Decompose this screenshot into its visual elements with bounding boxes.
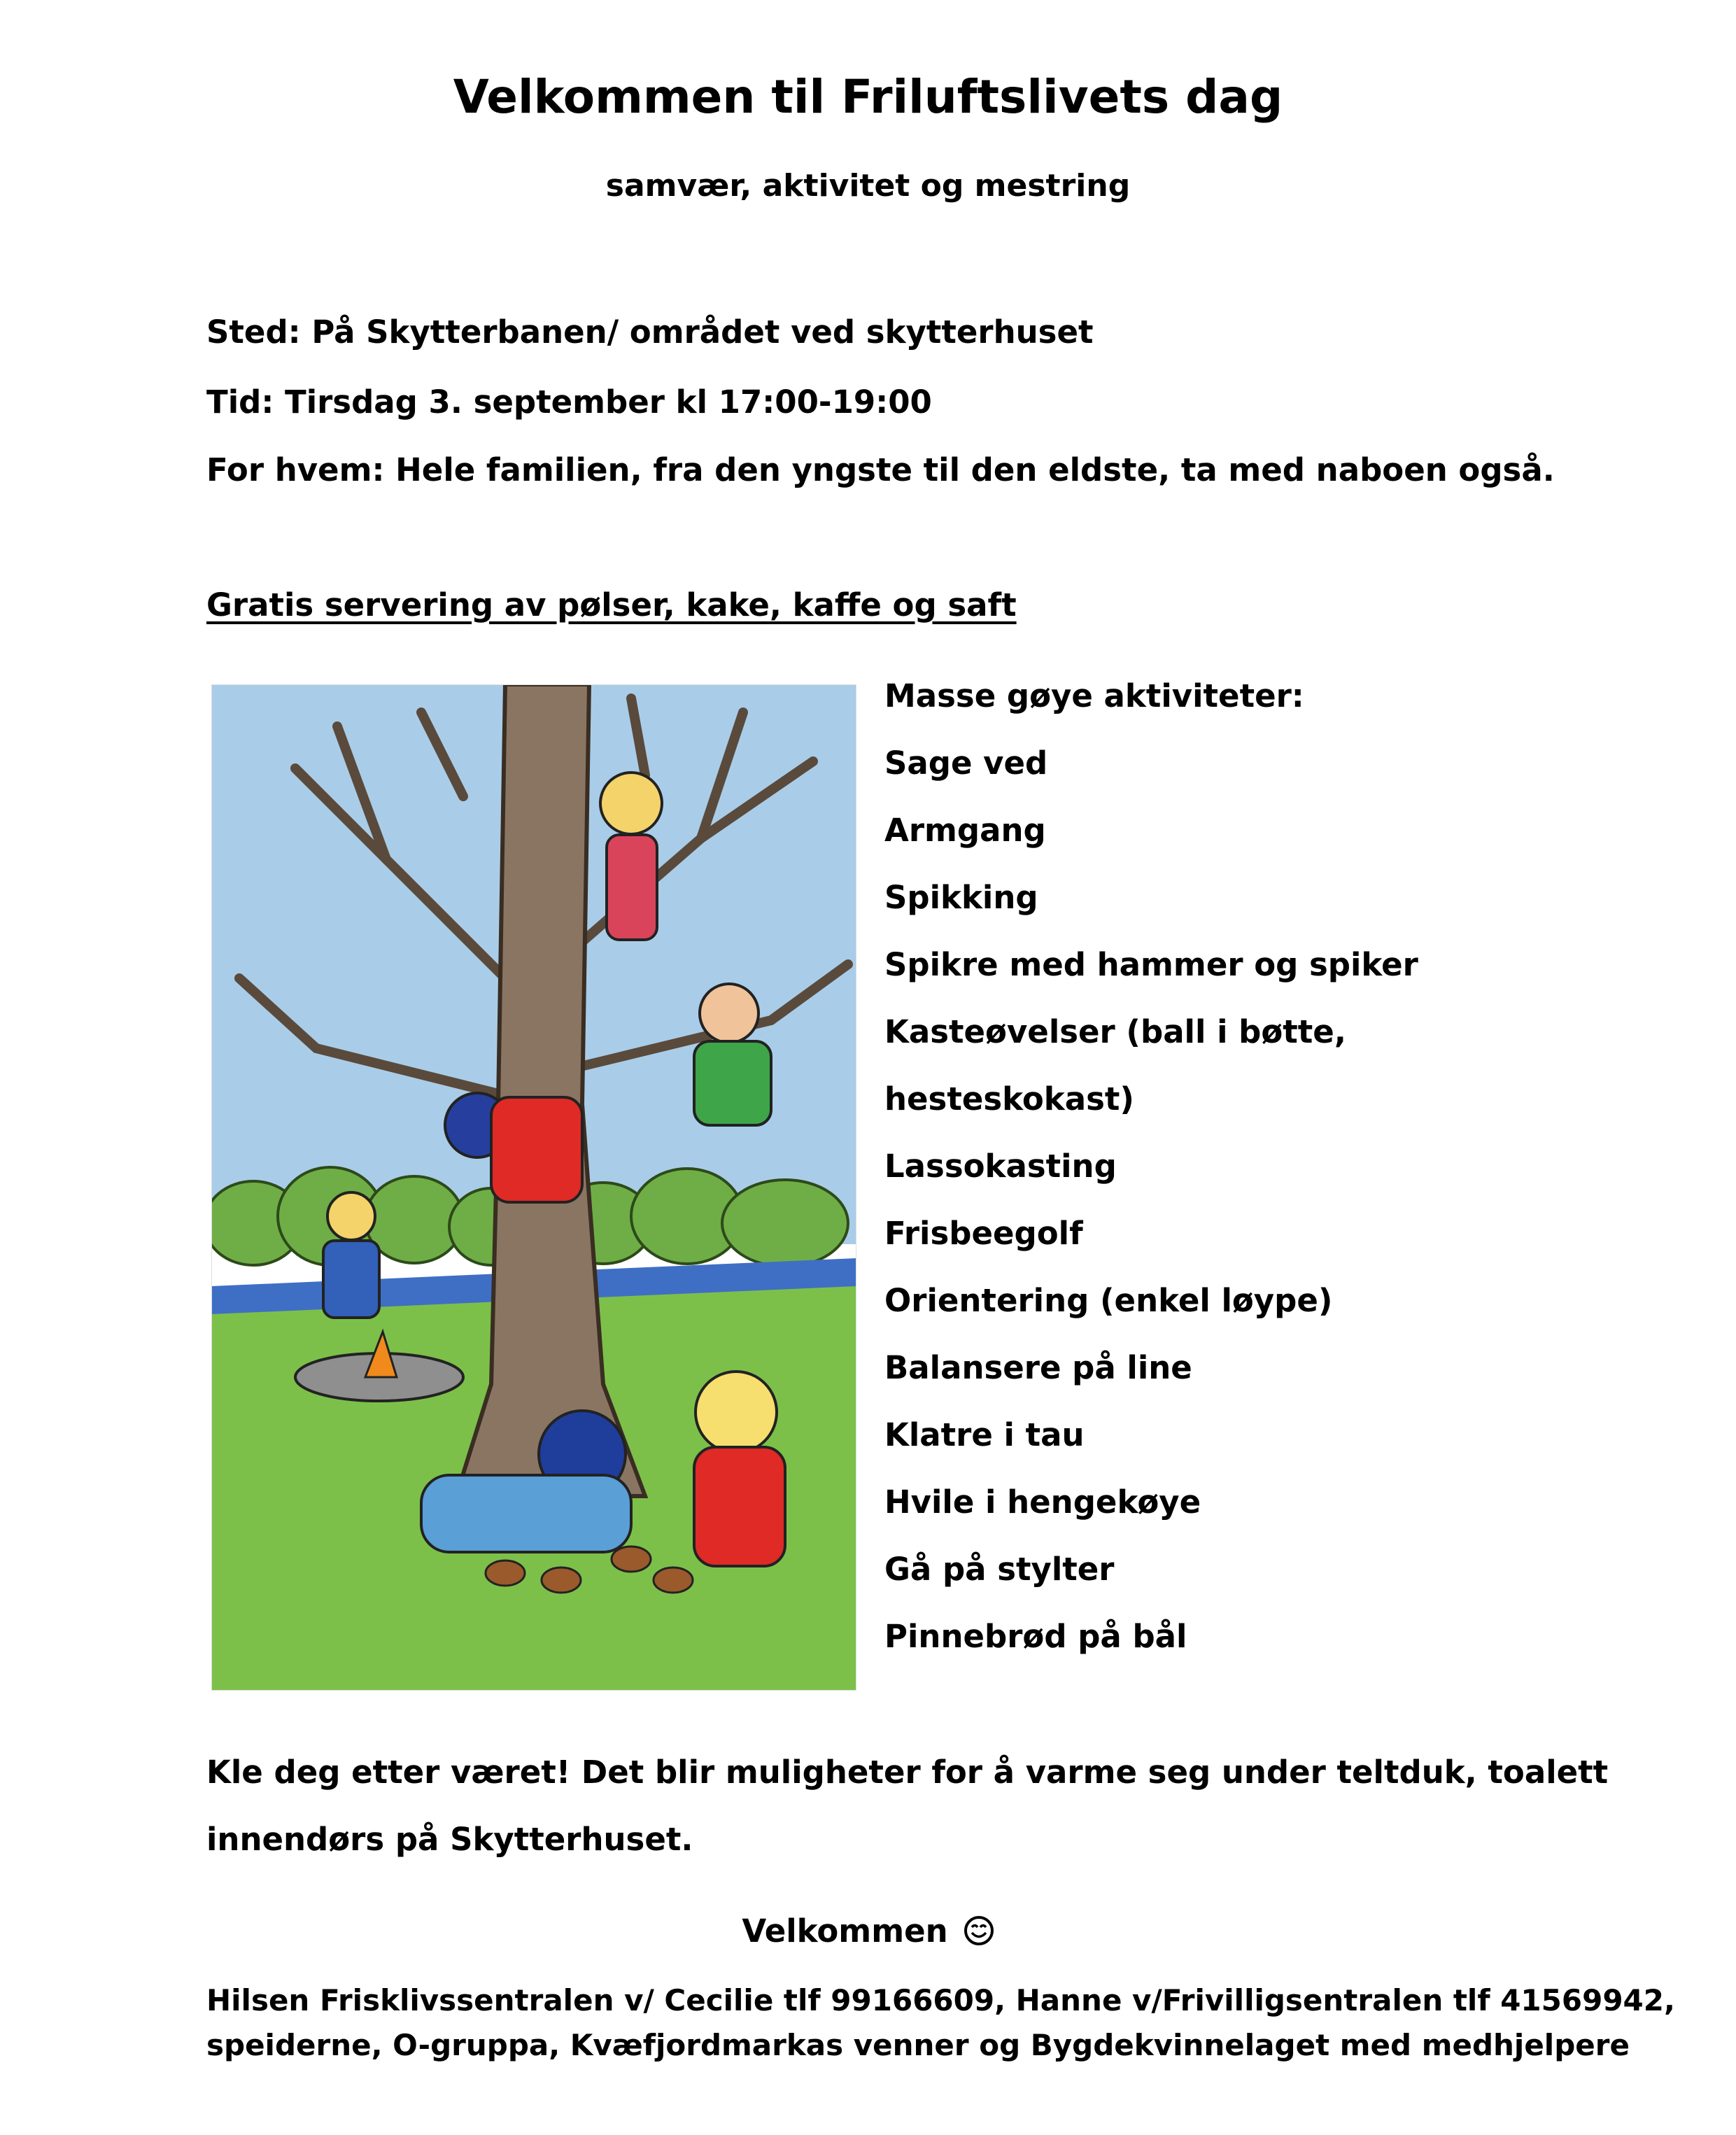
list-item: hesteskokast) [884,1080,1134,1118]
list-item: Armgang [884,812,1046,849]
audience-line: For hvem: Hele familien, fra den yngste til den eldste, ta med naboen også. [206,451,1555,488]
serving-line: Gratis servering av pølser, kake, kaffe og saft [206,586,1017,623]
dress-note-line-1: Kle deg etter været! Det blir muligheter for å varme seg under teltduk, toalett [206,1754,1609,1791]
smiley-icon [964,1915,994,1946]
list-item: Hvile i hengekøye [884,1484,1201,1521]
activities-heading: Masse gøye aktiviteter: [884,677,1304,714]
welcome-line [0,1912,1736,1950]
time-line: Tid: Tirsdag 3. september kl 17:00-19:00 [206,383,932,421]
list-item: Gå på stylter [884,1551,1115,1588]
list-item: Pinnebrød på bål [884,1618,1187,1655]
list-item: Spikking [884,879,1038,916]
list-item: Spikre med hammer og spiker [884,946,1418,983]
page-title: Velkommen til Friluftslivets dag [453,70,1283,124]
credits-line-2: speiderne, O-gruppa, Kvæfjordmarkas venner og Bygdekvinnelaget med medhjelpere [206,2028,1630,2062]
list-item: Klatre i tau [884,1416,1085,1453]
welcome-text: Velkommen [742,1912,948,1950]
list-item: Frisbeegolf [884,1215,1083,1252]
page-subtitle: samvær, aktivitet og mestring [605,168,1131,204]
list-item: Lassokasting [884,1148,1117,1185]
children-climbing-tree-illustration [211,684,856,1691]
place-line: Sted: På Skytterbanen/ området ved skytterhuset [206,313,1094,351]
list-item: Balansere på line [884,1349,1192,1386]
list-item: Sage ved [884,745,1048,782]
list-item: Kasteøvelser (ball i bøtte, [884,1013,1346,1050]
credits-line-1: Hilsen Frisklivssentralen v/ Cecilie tlf 99166609, Hanne v/Frivilligsentralen tlf 41569942, [206,1983,1675,2017]
list-item: Orientering (enkel løype) [884,1282,1333,1319]
dress-note-line-2: innendørs på Skytterhuset. [206,1821,693,1858]
